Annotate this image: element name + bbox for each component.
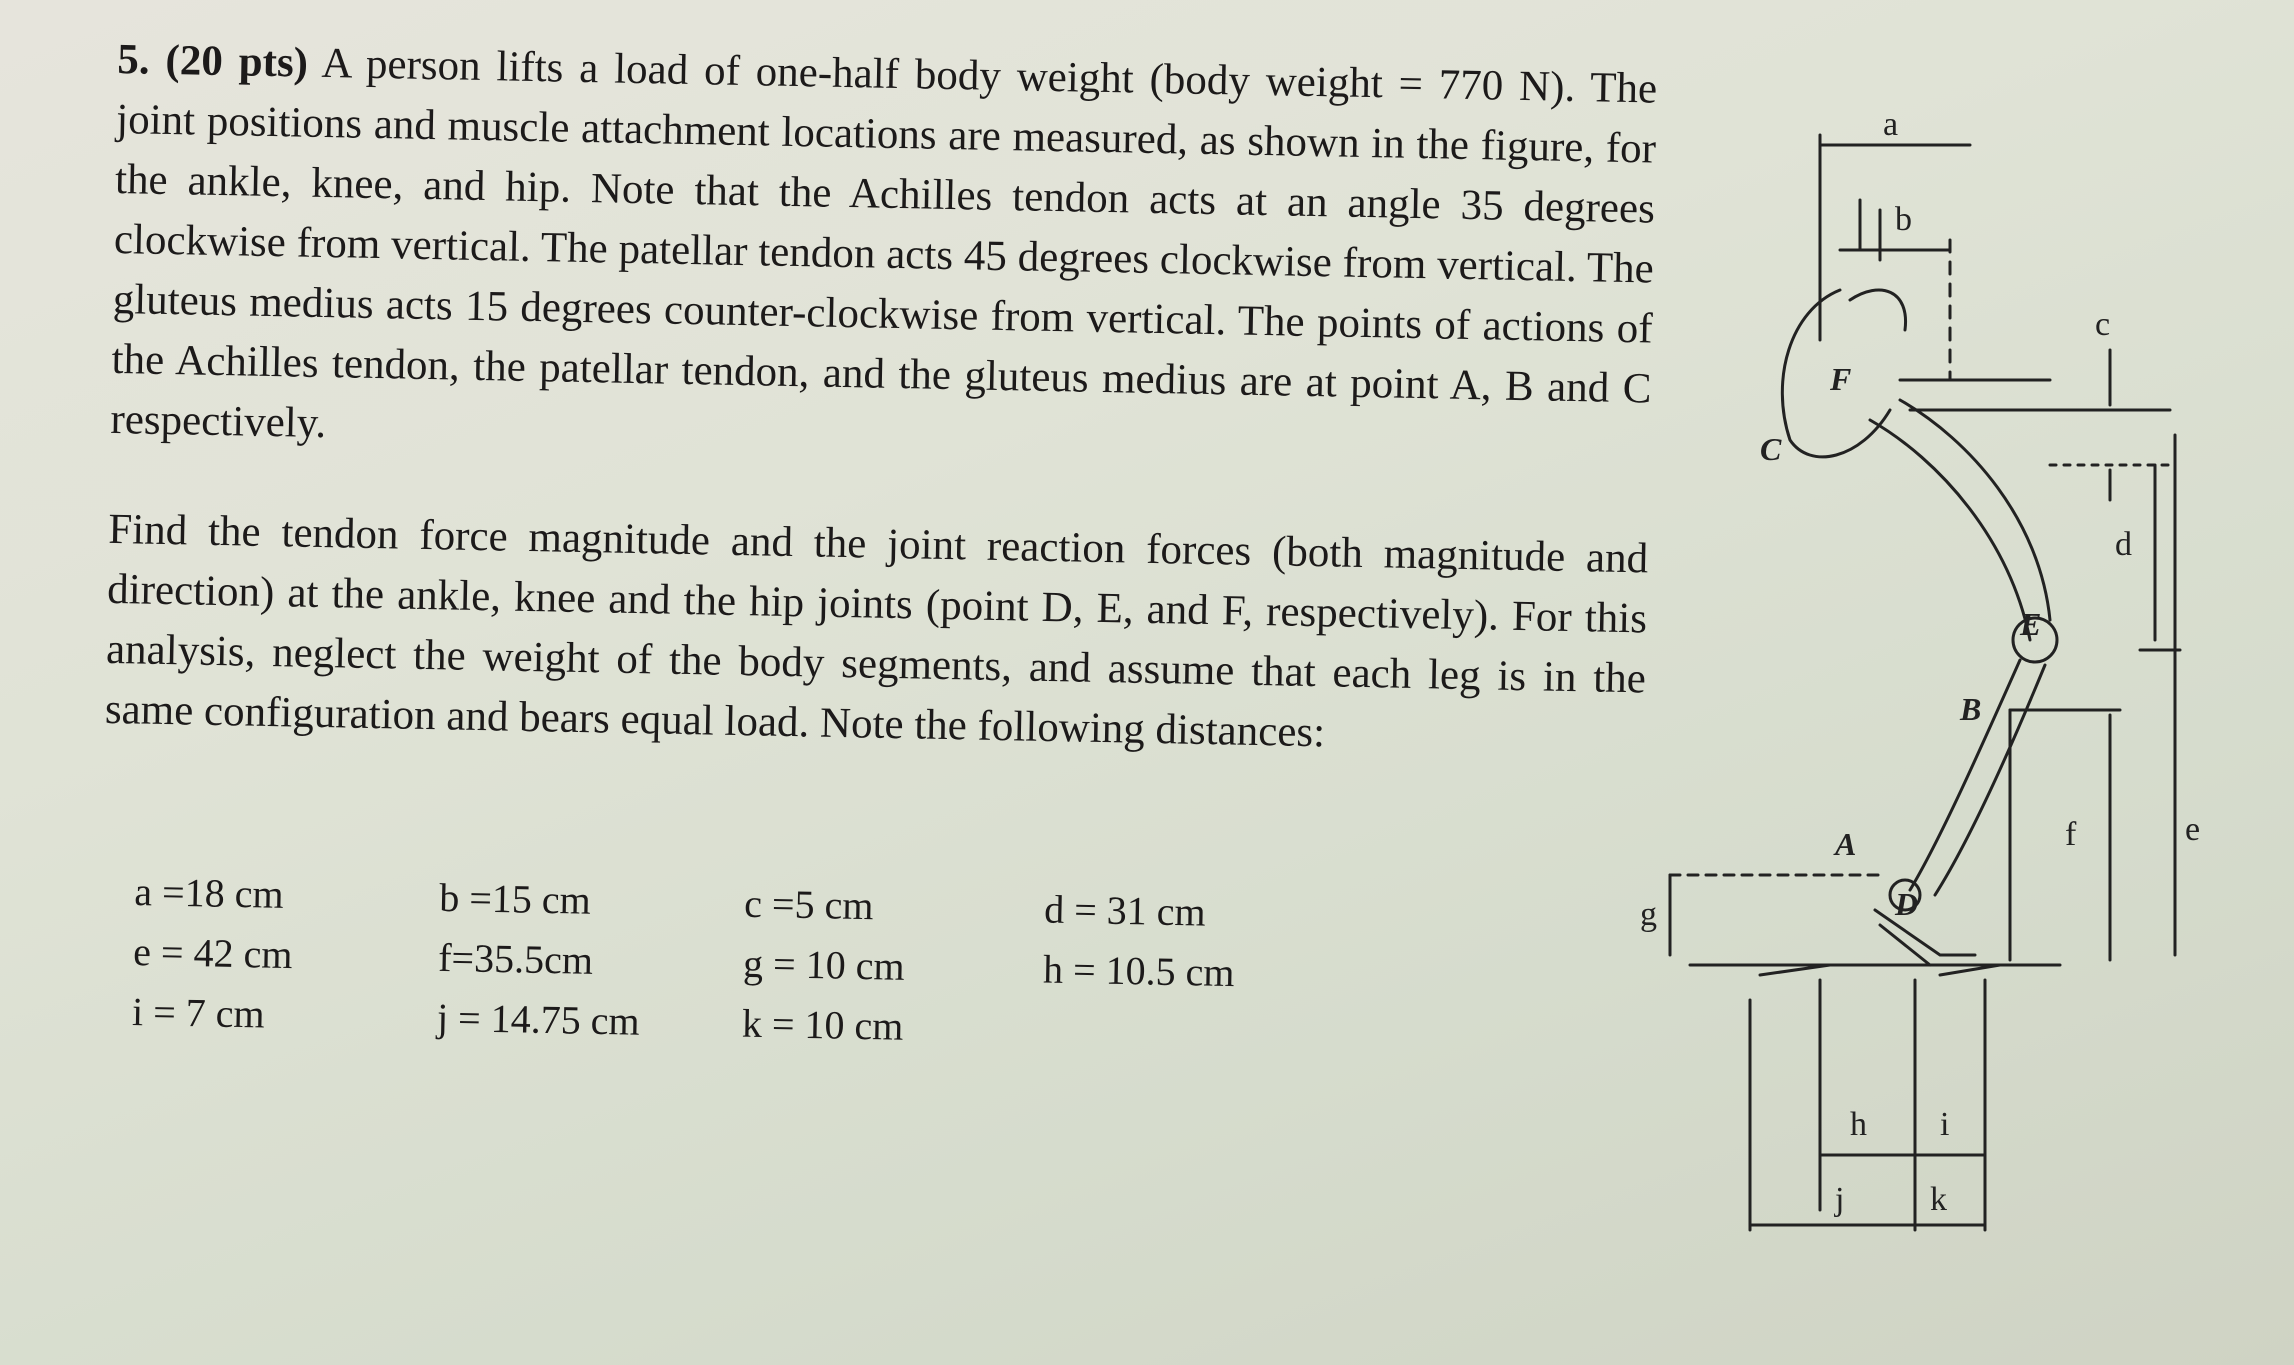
label-c: c [2095,306,2111,343]
distance-d: d = 31 cm [1043,886,1207,935]
label-h: h [1850,1106,1867,1143]
point-E: E [2020,606,2042,642]
distance-a: a =18 cm [134,868,285,917]
distance-j: j = 14.75 cm [436,994,641,1044]
problem-question: Find the tendon force magnitude and the joint reaction forces (both magnitude and direction) at the ankle, knee and the hip joints (point D, E, and F, respectively). For this analysis, neglect the weight of the body segments, and assume that each leg is in the same configuration and bears equal load. Note the following distances: [104,505,1649,757]
point-F: F [1830,361,1852,397]
point-B: B [1960,691,1982,727]
trunk-outline [1850,290,1906,330]
femur [1870,420,2030,640]
label-b: b [1895,201,1912,238]
distance-e: e = 42 cm [132,928,293,978]
distance-c: c =5 cm [743,880,874,929]
point-D: D [1895,886,1919,922]
label-j: j [1835,1181,1845,1218]
squat-leg-figure [1640,80,2294,1280]
figure-svg [1640,80,2294,1280]
label-i: i [1940,1106,1950,1143]
label-e: e [2185,811,2201,848]
label-a: a [1883,106,1899,143]
label-g: g [1640,896,1657,933]
point-C: C [1760,431,1782,467]
distances-table [132,862,1385,1066]
distance-g: g = 10 cm [742,940,906,989]
distance-i: i = 7 cm [131,988,266,1037]
femur [1900,400,2050,620]
label-d: d [2115,526,2132,563]
point-A: A [1835,826,1857,862]
label-f: f [2065,816,2077,853]
distance-b: b =15 cm [438,874,592,923]
problem-number: 5. [116,35,151,84]
distance-k: k = 10 cm [741,1000,904,1049]
distance-h: h = 10.5 cm [1042,946,1235,996]
problem-statement [110,30,1658,479]
tibia [1935,665,2045,895]
problem-points: (20 pts) [165,36,309,87]
distance-f: f=35.5cm [437,934,594,983]
problem-text [104,30,1657,769]
problem-statement-text: A person lifts a load of one-half body weight (body weight = 770 N). The joint positions and muscle attachment locations are measured, as shown in the figure, for the ankle, knee, and hip. Note that the Achilles tendon acts at an angle 35 degrees clockwise from vertical. The patellar tendon acts 45 degrees clockwise from vertical. The gluteus medius acts 15 degrees counter-clockwise from vertical. The points of actions of the Achilles tendon, the patellar tendon, and the gluteus medius are at point A, B and C respectively. [110,39,1658,448]
label-k: k [1930,1181,1947,1218]
